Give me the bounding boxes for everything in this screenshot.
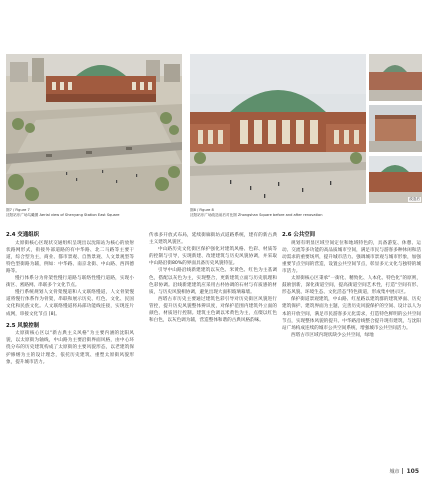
figure-7-image — [6, 54, 182, 204]
figure-8-thumb-1 — [369, 54, 422, 101]
paragraph: 规划有明显区域空间定位和地域特色的，具备游览、休憩、运动、交流等多功能的高品质城市空间，满足市民与游客多种休闲和活动需求的重要场所，提升城市活力。强调城市景观与城市形象，加强重要节点空间的营造，设置公共空间节点，彰显多元文化与独特的城市活力。 — [282, 240, 421, 274]
paragraph: 慢行体系分为骨架性慢行道路与联络性慢行道路，实现小街区、密路网、串联多个文化节点。 — [6, 276, 134, 289]
paragraph: 引导中山路沿线新建建筑以灰色、米黄色、红色为主基调色，搭配以灰色为主，实现整合，更新建筑立面与历史肌理和色彩协调。沿线新建建筑应采用古朴协调的石材与有质感的材质，与历史风貌相协调，避免出现大面积玻璃幕墙。 — [149, 268, 277, 295]
paragraph: 太原街核心区以“新古典主义风格”为主要内涵的沈阳风貌，以太原街为轴线，中山路为主要沿街界面风格，由中心环绕分布的历史建筑构成了太原街的主要风貌形态，以老建筑保护修缮为主的设计理念，依托历史建筑、重塑太原街风貌形象，提升城市活力。 — [6, 331, 134, 365]
paragraph: 中山路历史文化街区保护强化对建筑风格、色彩、材质等的控制与引导，实现新建、改建建筑与历史风貌协调，并采取中山路沿街80%的界面具备历史风貌特征。 — [149, 247, 277, 267]
paragraph: 太原街核心区秉承“一街化、精致化、人本化、特色化”的原则，鼓励创新，深化街道空间，提高街道空间艺术性，打造“空间有形、形态风貌、环境生态、文化活态”特色街道，形成集中展示区。 — [282, 276, 421, 296]
page-number: 105 — [406, 468, 419, 475]
text-column-2 — [149, 232, 277, 324]
thumb-before-1 — [369, 54, 422, 101]
figure-7-caption — [6, 208, 186, 218]
figure-8-label: 图8 / Figure 8 — [190, 208, 214, 212]
paragraph: 西塔古市历史主要通过建筑色彩引导对历史街区风貌进行管控，提升历史风貌整体辨识度，对保护范围内建筑外立面的颜色、材质进行控制。建筑主色调以米黄色为主，点缀以红色和白色，以灰色调为辅，营造整体和谐的古典风格韵味。 — [149, 296, 277, 324]
section-heading-2-6: 2.6 公共空间 — [282, 232, 315, 238]
thumb-3-tag: 改造后 — [409, 197, 420, 201]
station-after-renovation — [190, 54, 366, 204]
figure-8-text: 沈阳站东广场改造前后对比图 Zhongshan Square before and after renovation — [190, 213, 323, 217]
footer-divider — [402, 468, 403, 474]
thumb-before-2 — [369, 105, 422, 152]
paragraph: 太原街核心区现状交通组织呈现出以沈阳站为核心的放射状路网形式，衔接外部道路的有中华路、北二马路等主要干道，综合型为主，商业、都市景观、自然景观、人文景观型等特色型街路为辅，例如：中华路、南京北街、中山路、西四德路等。 — [6, 240, 134, 274]
figure-8-thumb-3 — [369, 156, 422, 203]
paragraph: 保护街道景观建筑，中山路、红星路以建筑群的建筑界面、历史建筑保护、建筑界面为主题，完善历史风貌保护的空间、设计以人为本的开放空间，满足市民游客多元化需求，打造特色鲜明的公共空间节点，实现整体风貌的提升。中华路沿线整合提升现有建筑，与沈阳站广场构成连续的城市公共空间系统，增强城市公共空间活力。 — [282, 297, 421, 331]
text-column-3 — [282, 232, 421, 339]
thumb-after — [369, 156, 422, 203]
figure-8-main-image — [190, 54, 366, 204]
page-footer — [389, 468, 419, 476]
section-heading-2-5: 2.5 风貌控制 — [6, 322, 39, 329]
paragraph: 西塔古市区域内现状缺少公共空间，绿地 — [291, 332, 374, 338]
figure-8 — [190, 54, 422, 204]
section-heading-2-4: 2.4 交通组织 — [6, 232, 39, 238]
paragraph: 慢行系统规划人文骨架慢道和人文联络慢道，人文骨架慢道将慢行体系作为骨架，串联和展示历史、红色、文化、民国文化和民族文化。人文联络慢道将局部功能线连接，实现连片成网，串接文化节点 [8]。 — [6, 290, 134, 317]
figure-8-thumb-2 — [369, 105, 422, 152]
figure-7-label: 图7 / Figure 7 — [6, 208, 30, 212]
figure-8-caption — [190, 208, 422, 218]
text-column-1 — [6, 232, 134, 366]
aerial-rendering — [6, 54, 182, 204]
figure-7-text: 沈阳站东广场鸟瞰图 Aerial view of Shenyang Station East Square — [6, 213, 120, 217]
footer-label: 城市 — [389, 469, 400, 475]
paragraph: 传承多开放式布局，延续街廊街坊式道路系统，建有的新古典主义建筑风貌区。 — [149, 233, 277, 246]
